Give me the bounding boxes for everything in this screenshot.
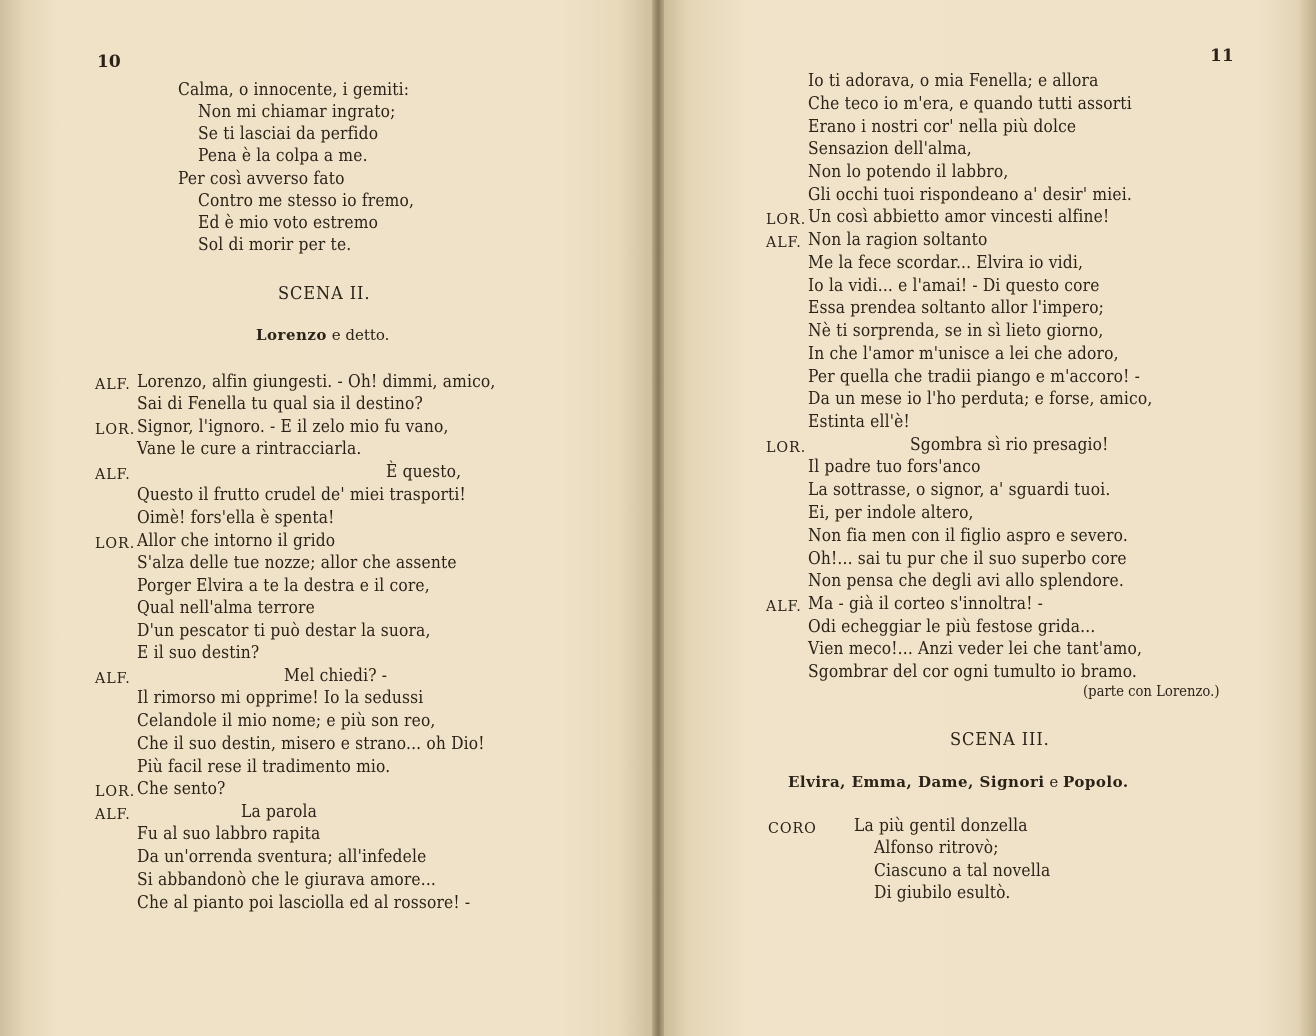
dialogue-line: Un così abbietto amor vincesti alfine! xyxy=(808,206,1110,227)
character-conjunction: e xyxy=(1044,773,1063,791)
dialogue-line: Non la ragion soltanto xyxy=(808,229,988,250)
verse-line: Ed è mio voto estremo xyxy=(198,212,379,233)
page-number: 11 xyxy=(1210,46,1234,66)
speaker-label: LOR. xyxy=(766,438,807,456)
dialogue-line: Questo il frutto crudel de' miei trasporti! xyxy=(137,484,466,505)
chorus-line: Di giubilo esultò. xyxy=(874,882,1011,903)
verse-line: Contro me stesso io fremo, xyxy=(198,190,415,211)
dialogue-line: Porger Elvira a te la destra e il core, xyxy=(137,575,430,596)
dialogue-line: Celandole il mio nome; e più son reo, xyxy=(137,710,436,731)
dialogue-line: Si abbandonò che le giurava amore... xyxy=(137,869,437,890)
dialogue-line: Io la vidi... e l'amai! - Di questo core xyxy=(808,275,1100,296)
dialogue-line: Non fia men con il figlio aspro e severo. xyxy=(808,525,1128,546)
dialogue-line: Erano i nostri cor' nella più dolce xyxy=(808,116,1077,137)
page-number: 10 xyxy=(97,52,121,72)
dialogue-line: Per quella che tradii piango e m'accoro! - xyxy=(808,366,1141,387)
dialogue-line: Oh!... sai tu pur che il suo superbo core xyxy=(808,548,1127,569)
dialogue-line: Nè ti sorprenda, se in sì lieto giorno, xyxy=(808,320,1104,341)
dialogue-line: E il suo destin? xyxy=(137,642,260,663)
speaker-label: LOR. xyxy=(95,420,136,438)
scene-characters xyxy=(256,326,389,344)
character-note: e detto. xyxy=(326,326,390,344)
speaker-label: LOR. xyxy=(95,534,136,552)
verse-line: Per così avverso fato xyxy=(178,168,345,189)
dialogue-line: Il rimorso mi opprime! Io la sedussi xyxy=(137,687,424,708)
dialogue-line: Sgombrar del cor ogni tumulto io bramo. xyxy=(808,661,1138,682)
speaker-label: LOR. xyxy=(766,210,807,228)
dialogue-line: In che l'amor m'unisce a lei che adoro, xyxy=(808,343,1119,364)
stage-direction: (parte con Lorenzo.) xyxy=(1083,682,1220,700)
dialogue-line: Fu al suo labbro rapita xyxy=(137,823,321,844)
dialogue-line: Che al pianto poi lasciolla ed al rossore! - xyxy=(137,892,471,913)
dialogue-line: Non pensa che degli avi allo splendore. xyxy=(808,570,1124,591)
dialogue-line: Essa prendea soltanto allor l'impero; xyxy=(808,297,1105,318)
verse-line: Se ti lasciai da perfido xyxy=(198,123,379,144)
dialogue-line: Da un'orrenda sventura; all'infedele xyxy=(137,846,427,867)
dialogue-line: È questo, xyxy=(386,461,462,482)
scene-characters xyxy=(788,773,1129,791)
dialogue-line: Qual nell'alma terrore xyxy=(137,597,315,618)
verse-line: Sol di morir per te. xyxy=(198,234,352,255)
speaker-label: ALF. xyxy=(766,233,802,251)
dialogue-line: Oimè! fors'ella è spenta! xyxy=(137,507,335,528)
speaker-label: ALF. xyxy=(766,597,802,615)
right-page xyxy=(658,0,1316,1036)
dialogue-line: La sottrasse, o signor, a' sguardi tuoi. xyxy=(808,479,1111,500)
dialogue-line: S'alza delle tue nozze; allor che assente xyxy=(137,552,457,573)
dialogue-line: Ma - già il corteo s'innoltra! - xyxy=(808,593,1044,614)
dialogue-line: Vane le cure a rintracciarla. xyxy=(137,438,362,459)
dialogue-line: Sgombra sì rio presagio! xyxy=(910,434,1109,455)
dialogue-line: Più facil rese il tradimento mio. xyxy=(137,756,391,777)
dialogue-line: Allor che intorno il grido xyxy=(137,530,336,551)
verse-line: Pena è la colpa a me. xyxy=(198,145,368,166)
dialogue-line: Da un mese io l'ho perduta; e forse, amico, xyxy=(808,388,1153,409)
speaker-label: ALF. xyxy=(95,465,131,483)
speaker-label: LOR. xyxy=(95,782,136,800)
dialogue-line: Mel chiedi? - xyxy=(284,665,388,686)
dialogue-line: Odi echeggiar le più festose grida... xyxy=(808,616,1096,637)
character-names: Elvira, Emma, Dame, Signori xyxy=(788,773,1045,791)
verse-line: Calma, o innocente, i gemiti: xyxy=(178,79,410,100)
speaker-label: ALF. xyxy=(95,375,131,393)
dialogue-line: Vien meco!... Anzi veder lei che tant'amo, xyxy=(808,638,1143,659)
speaker-label: ALF. xyxy=(95,669,131,687)
verse-line: Non mi chiamar ingrato; xyxy=(198,101,396,122)
chorus-line: Ciascuno a tal novella xyxy=(874,860,1051,881)
scene-heading: SCENA III. xyxy=(950,729,1050,750)
dialogue-line: Il padre tuo fors'anco xyxy=(808,456,981,477)
dialogue-line: Lorenzo, alfin giungesti. - Oh! dimmi, amico, xyxy=(137,371,496,392)
dialogue-line: Non lo potendo il labbro, xyxy=(808,161,1009,182)
dialogue-line: Sai di Fenella tu qual sia il destino? xyxy=(137,393,424,414)
speaker-label: CORO xyxy=(768,819,817,837)
dialogue-line: Io ti adorava, o mia Fenella; e allora xyxy=(808,70,1099,91)
character-name: Lorenzo xyxy=(256,326,327,344)
chorus-line: La più gentil donzella xyxy=(854,815,1028,836)
dialogue-line: Che il suo destin, misero e strano... oh Dio! xyxy=(137,733,485,754)
character-name: Popolo. xyxy=(1063,773,1129,791)
dialogue-line: Che sento? xyxy=(137,778,226,799)
dialogue-line: Estinta ell'è! xyxy=(808,411,910,432)
chorus-line: Alfonso ritrovò; xyxy=(874,837,999,858)
scene-heading: SCENA II. xyxy=(278,283,371,304)
dialogue-line: Signor, l'ignoro. - E il zelo mio fu vano, xyxy=(137,416,449,437)
dialogue-line: D'un pescator ti può destar la suora, xyxy=(137,620,431,641)
dialogue-line: Gli occhi tuoi rispondeano a' desir' miei. xyxy=(808,184,1132,205)
dialogue-line: Sensazion dell'alma, xyxy=(808,138,972,159)
dialogue-line: Che teco io m'era, e quando tutti assorti xyxy=(808,93,1132,114)
dialogue-line: Ei, per indole altero, xyxy=(808,502,974,523)
book-gutter xyxy=(652,0,664,1036)
speaker-label: ALF. xyxy=(95,805,131,823)
dialogue-line: La parola xyxy=(241,801,318,822)
dialogue-line: Me la fece scordar... Elvira io vidi, xyxy=(808,252,1084,273)
